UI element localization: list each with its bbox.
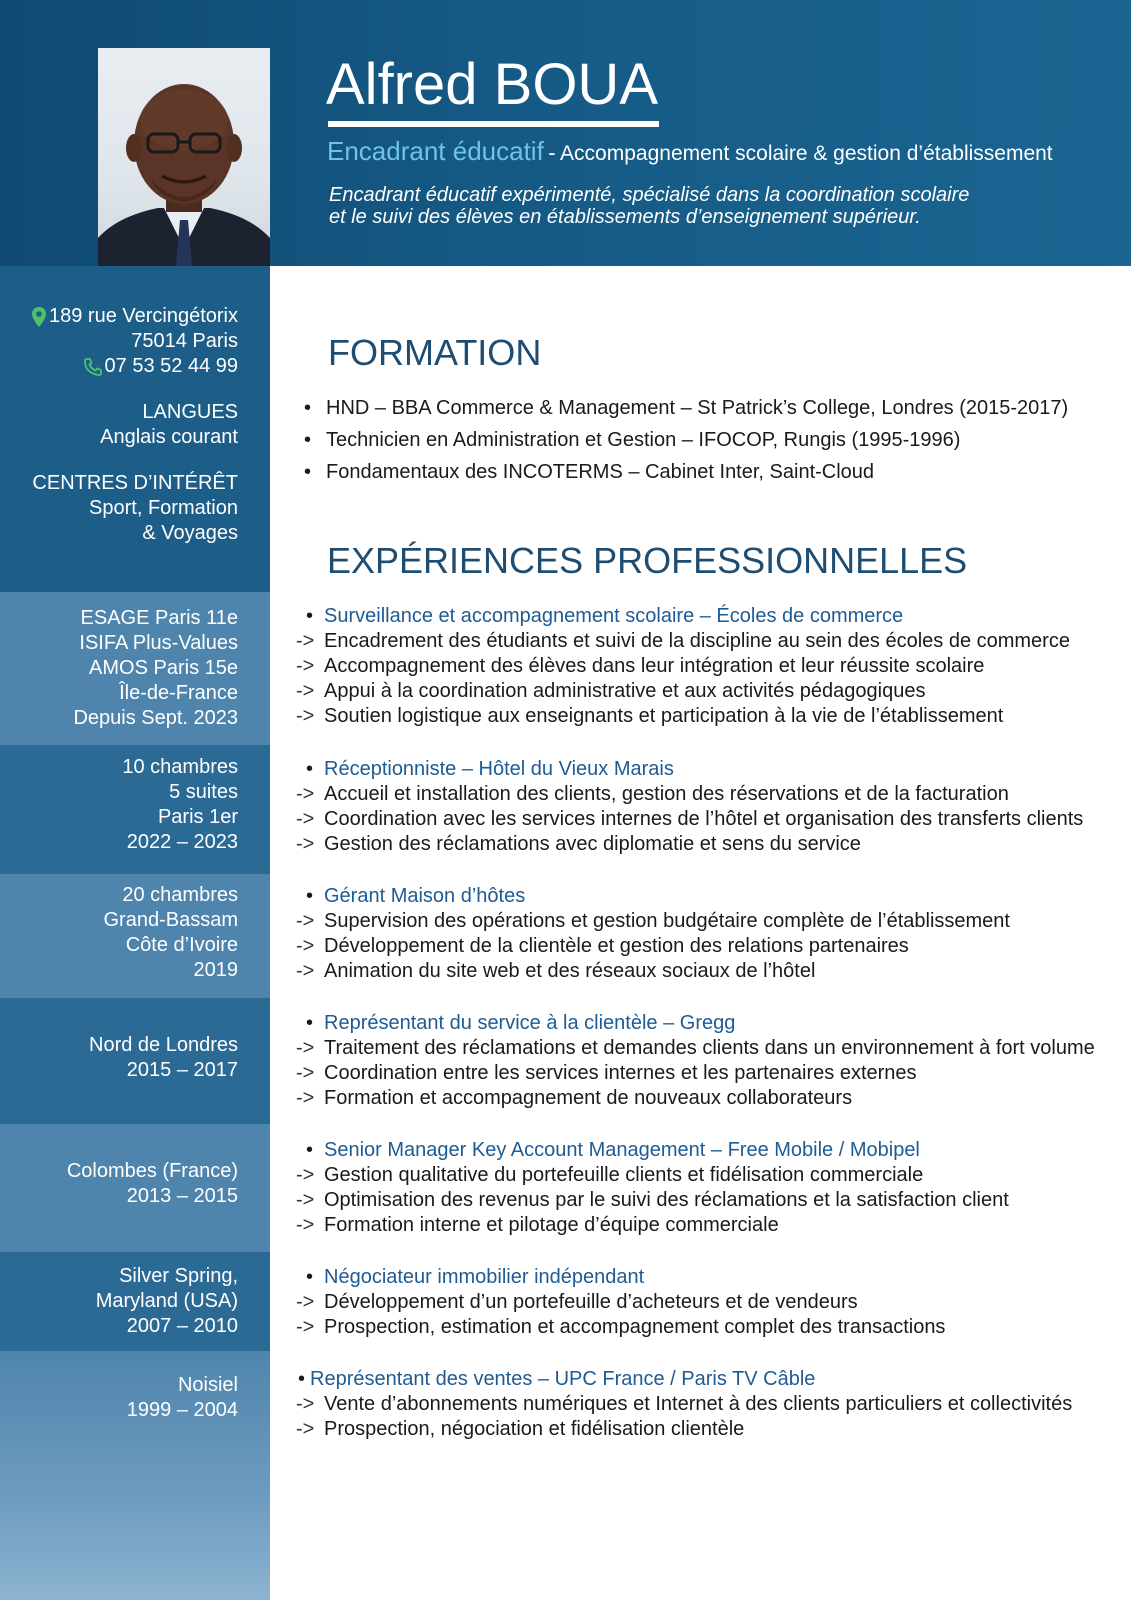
education-item: • Fondamentaux des INCOTERMS – Cabinet Inter, Saint-Cloud xyxy=(304,461,875,483)
experience-title: • Négociateur immobilier indépendant xyxy=(306,1266,645,1288)
experience-line: -> Accueil et installation des clients, gestion des réservations et de la facturation xyxy=(296,783,1009,805)
phone-number: 07 53 52 44 99 xyxy=(104,355,238,377)
candidate-name: Alfred BOUA xyxy=(326,52,658,117)
sidebar-exp-block-7 xyxy=(0,1351,270,1600)
sidebar-contact-block xyxy=(0,266,270,592)
experience-line: -> Gestion qualitative du portefeuille clients et fidélisation commerciale xyxy=(296,1164,924,1186)
experience-line: -> Coordination entre les services internes et les partenaires externes xyxy=(296,1062,917,1084)
experience-line: -> Formation interne et pilotage d’équipe commerciale xyxy=(296,1214,779,1236)
experience-line: -> Animation du site web et des réseaux sociaux de l’hôtel xyxy=(296,960,816,982)
education-item: • Technicien en Administration et Gestion – IFOCOP, Rungis (1995-1996) xyxy=(304,429,961,451)
experience-title: • Représentant du service à la clientèle – Gregg xyxy=(306,1012,736,1034)
address-street: 189 rue Vercingétorix xyxy=(48,305,238,327)
interests-line: Sport, Formation xyxy=(89,497,238,519)
experience-title: • Réceptionniste – Hôtel du Vieux Marais xyxy=(306,758,674,780)
sidebar-exp-line: 2013 – 2015 xyxy=(126,1185,238,1207)
sidebar-exp-line: Depuis Sept. 2023 xyxy=(73,707,238,729)
experience-line: -> Vente d’abonnements numériques et Internet à des clients particuliers et collectivités xyxy=(296,1393,1073,1415)
sidebar-exp-block-1 xyxy=(0,592,270,745)
experience-title: • Senior Manager Key Account Management – Free Mobile / Mobipel xyxy=(306,1139,920,1161)
job-role-detail: Accompagnement scolaire & gestion d’établissement xyxy=(560,142,1053,165)
experience-line: -> Coordination avec les services internes de l’hôtel et organisation des transferts clients xyxy=(296,808,1084,830)
experience-entry xyxy=(296,757,1116,857)
sidebar-exp-line: ESAGE Paris 11e xyxy=(80,607,238,629)
sidebar-exp-line: Grand-Bassam xyxy=(103,909,238,931)
experience-line: -> Appui à la coordination administrative et aux activités pédagogiques xyxy=(296,680,926,702)
section-title-experience: EXPÉRIENCES PROFESSIONNELLES xyxy=(327,540,968,581)
experience-line: -> Développement de la clientèle et gestion des relations partenaires xyxy=(296,935,909,957)
sidebar-exp-line: 2015 – 2017 xyxy=(126,1059,238,1081)
sidebar-exp-line: Colombes (France) xyxy=(66,1160,238,1182)
sidebar-exp-line: 10 chambres xyxy=(122,756,238,778)
experience-title: • Représentant des ventes – UPC France / Paris TV Câble xyxy=(298,1368,816,1390)
phone-icon xyxy=(83,357,103,377)
address-city: 75014 Paris xyxy=(131,330,238,352)
sidebar-exp-line: 2022 – 2023 xyxy=(126,831,238,853)
experience-line: -> Prospection, estimation et accompagnement complet des transactions xyxy=(296,1316,946,1338)
sidebar-exp-line: Côte d’Ivoire xyxy=(125,934,238,956)
experience-line: -> Encadrement des étudiants et suivi de la discipline au sein des écoles de commerce xyxy=(296,630,1070,652)
phone-line xyxy=(31,354,238,379)
experience-line: -> Gestion des réclamations avec diplomatie et sens du service xyxy=(296,833,861,855)
experience-entry xyxy=(296,1138,1116,1238)
experience-title: • Surveillance et accompagnement scolaire – Écoles de commerce xyxy=(306,605,904,627)
sidebar-exp-line: Silver Spring, xyxy=(119,1265,238,1287)
experience-entry xyxy=(296,1011,1116,1111)
languages-value: Anglais courant xyxy=(100,426,238,448)
header-band xyxy=(0,0,1131,266)
sidebar-exp-line: Paris 1er xyxy=(157,806,238,828)
sidebar-exp-line: Île-de-France xyxy=(119,682,238,704)
sidebar-exp-line: AMOS Paris 15e xyxy=(89,657,238,679)
experience-line: -> Prospection, négociation et fidélisation clientèle xyxy=(296,1418,745,1440)
languages-title: LANGUES xyxy=(142,401,238,423)
sidebar-exp-line: 2019 xyxy=(193,959,238,981)
sidebar-exp-line: Noisiel xyxy=(177,1374,238,1396)
sidebar-exp-line: 1999 – 2004 xyxy=(126,1399,238,1421)
subtitle-separator: - xyxy=(548,140,556,165)
experience-line: -> Développement d’un portefeuille d’acheteurs et de vendeurs xyxy=(296,1291,858,1313)
sidebar-exp-line: 2007 – 2010 xyxy=(126,1315,238,1337)
summary-line: Encadrant éducatif expérimenté, spécialisé dans la coordination scolaire xyxy=(329,184,970,206)
job-subtitle xyxy=(327,136,1053,171)
sidebar xyxy=(0,266,270,1600)
experience-entry xyxy=(296,1367,1116,1442)
section-title-education: FORMATION xyxy=(328,332,542,373)
profile-photo xyxy=(98,48,270,266)
experience-entry xyxy=(296,884,1116,984)
experience-title: • Gérant Maison d’hôtes xyxy=(306,885,526,907)
sidebar-exp-line: Nord de Londres xyxy=(89,1034,238,1056)
sidebar-exp-block-6 xyxy=(0,1252,270,1351)
experience-line: -> Accompagnement des élèves dans leur intégration et leur réussite scolaire xyxy=(296,655,985,677)
location-pin-icon xyxy=(31,306,47,328)
sidebar-exp-block-4 xyxy=(0,998,270,1124)
experience-line: -> Optimisation des revenus par le suivi des réclamations et la satisfaction client xyxy=(296,1189,1009,1211)
sidebar-exp-block-5 xyxy=(0,1124,270,1252)
sidebar-exp-line: 20 chambres xyxy=(122,884,238,906)
experience-line: -> Formation et accompagnement de nouveaux collaborateurs xyxy=(296,1087,853,1109)
summary-line: et le suivi des élèves en établissements d’enseignement supérieur. xyxy=(329,206,921,228)
job-role: Encadrant éducatif xyxy=(327,136,544,166)
address-line xyxy=(31,304,238,329)
experience-entry xyxy=(296,1265,1116,1340)
interests-line: & Voyages xyxy=(142,522,238,544)
experience-line: -> Soutien logistique aux enseignants et participation à la vie de l’établissement xyxy=(296,705,1004,727)
sidebar-exp-block-3 xyxy=(0,874,270,998)
experience-entry xyxy=(296,604,1116,729)
interests-title: CENTRES D’INTÉRÊT xyxy=(32,472,238,494)
education-list xyxy=(304,392,1068,488)
sidebar-exp-line: 5 suites xyxy=(169,781,238,803)
name-underline xyxy=(328,121,659,127)
sidebar-exp-block-2 xyxy=(0,745,270,874)
experience-line: -> Traitement des réclamations et demandes clients dans un environnement à fort volume xyxy=(296,1037,1095,1059)
education-item: • HND – BBA Commerce & Management – St Patrick’s College, Londres (2015-2017) xyxy=(304,397,1069,419)
sidebar-exp-line: ISIFA Plus-Values xyxy=(79,632,238,654)
sidebar-exp-line: Maryland (USA) xyxy=(95,1290,238,1312)
profile-summary xyxy=(329,184,969,228)
experience-line: -> Supervision des opérations et gestion budgétaire complète de l’établissement xyxy=(296,910,1010,932)
